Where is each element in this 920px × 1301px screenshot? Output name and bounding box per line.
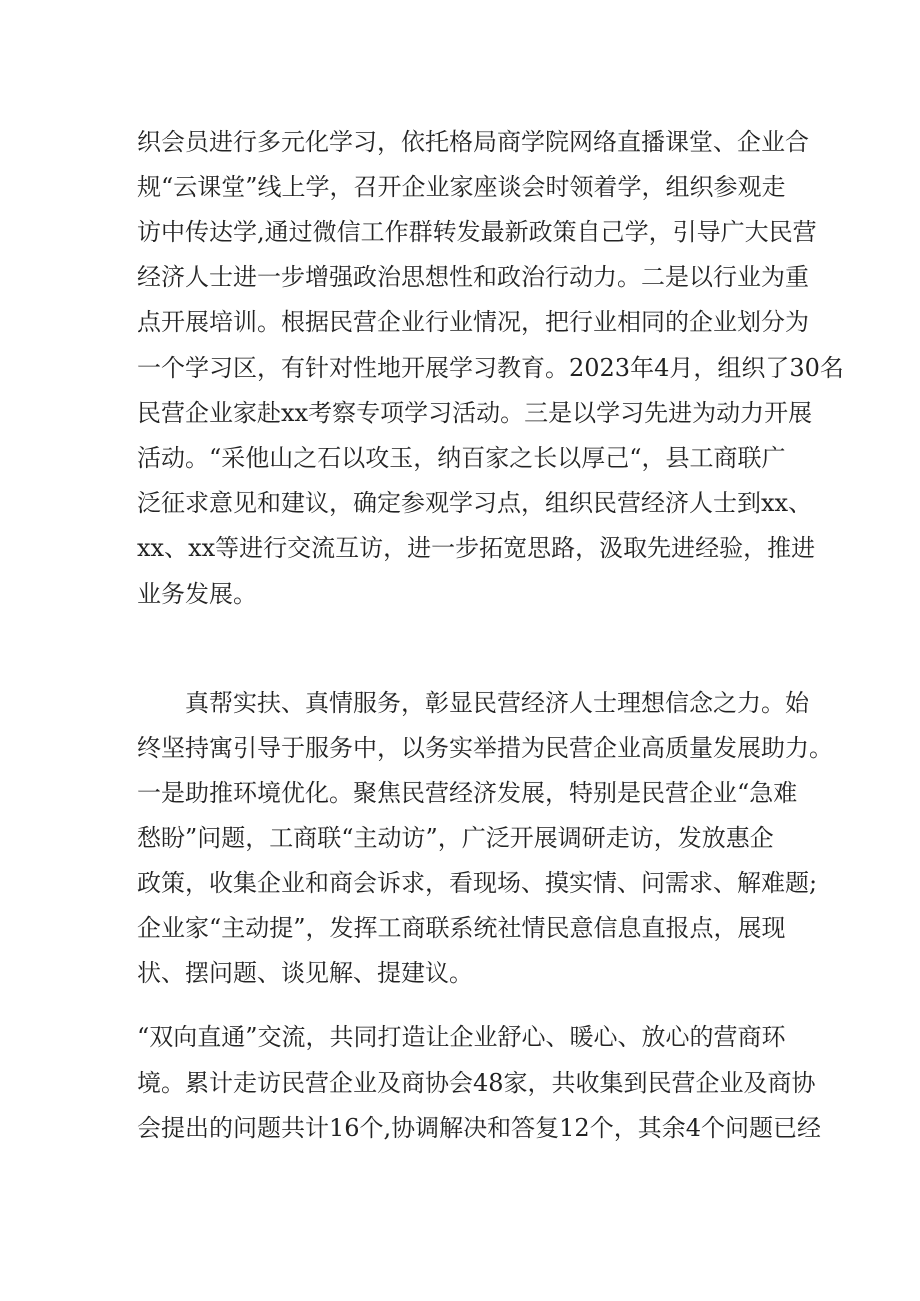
text-line: xx、xx等进行交流互访，进一步拓宽思路，汲取先进经验，推进 [137,534,816,562]
text-line: 规“云课堂”线上学，召开企业家座谈会时领着学，组织参观走 [137,173,786,201]
text-line: 终坚持寓引导于服务中，以务实举措为民营企业高质量发展助力。 [137,734,833,762]
text-line: 访中传达学,通过微信工作群转发最新政策自己学，引导广大民营 [137,218,817,246]
text-line: “双向直通”交流，共同打造让企业舒心、暖心、放心的营商环 [137,1023,786,1051]
text-line: 愁盼”问题，工商联“主动访”，广泛开展调研走访，发放惠企 [137,824,774,852]
text-line: 一个学习区，有针对性地开展学习教育。2023年4月，组织了30名 [137,354,844,382]
text-line: 点开展培训。根据民营企业行业情况，把行业相同的企业划分为 [137,308,809,336]
text-line: 真帮实扶、真情服务，彰显民营经济人士理想信念之力。始 [185,689,809,717]
text-line: 民营企业家赴xx考察专项学习活动。三是以学习先进为动力开展 [137,399,813,427]
text-line: 会提出的问题共计16个,协调解决和答复12个，其余4个问题已经 [137,1114,821,1142]
text-line: 状、摆问题、谈见解、提建议。 [137,959,473,987]
text-line: 一是助推环境优化。聚焦民营经济发展，特别是民营企业“急难 [137,779,798,807]
text-line: 企业家“主动提”，发挥工商联系统社情民意信息直报点，展现 [137,914,786,942]
text-line: 泛征求意见和建议，确定参观学习点，组织民营经济人士到xx、 [137,489,813,517]
text-line: 境。累计走访民营企业及商协会48家，共收集到民营企业及商协 [137,1069,816,1097]
text-line: 织会员进行多元化学习，依托格局商学院网络直播课堂、企业合 [137,128,809,156]
text-line: 业务发展。 [137,580,257,608]
text-line: 活动。“采他山之石以攻玉，纳百家之长以厚己“，县工商联广 [137,444,786,472]
text-line: 政策，收集企业和商会诉求，看现场、摸实情、问需求、解难题; [137,869,818,897]
text-line: 经济人士进一步增强政治思想性和政治行动力。二是以行业为重 [137,263,809,291]
